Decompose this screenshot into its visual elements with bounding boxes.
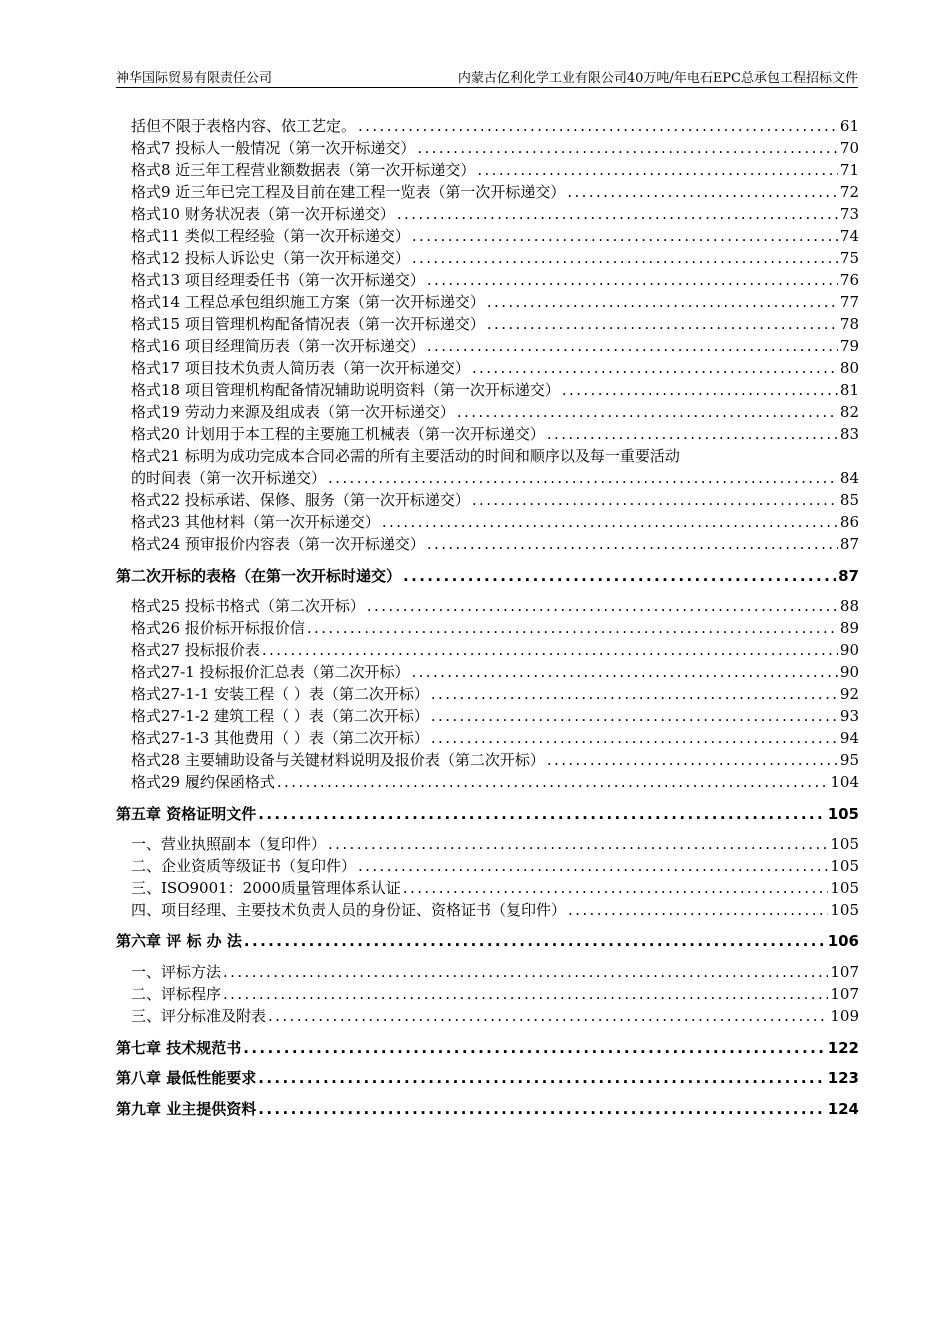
- toc-entry-title: 格式7 投标人一般情况（第一次开标递交）: [131, 139, 416, 157]
- toc-dot-leader: [268, 1007, 828, 1025]
- toc-entry-title: 的时间表（第一次开标递交）: [131, 469, 327, 487]
- header-right-title: 内蒙古亿利化学工业有限公司40万吨/年电石EPC总承包工程招标文件: [457, 71, 858, 86]
- toc-entry[interactable]: [131, 401, 859, 423]
- toc-entry[interactable]: [131, 899, 859, 921]
- toc-dot-leader: [547, 425, 838, 443]
- toc-page-number: 78: [839, 315, 859, 333]
- toc-page-number: 80: [839, 359, 859, 377]
- toc-dot-leader: [412, 227, 838, 245]
- toc-entry[interactable]: [131, 639, 859, 661]
- toc-entry-title: 格式17 项目技术负责人简历表（第一次开标递交）: [131, 359, 470, 377]
- toc-entry[interactable]: [131, 445, 859, 467]
- toc-page-number: 75: [839, 249, 859, 267]
- toc-dot-leader: [262, 641, 838, 659]
- toc-entry[interactable]: [131, 335, 859, 357]
- toc-chapter-entry[interactable]: [116, 565, 859, 587]
- toc-entry[interactable]: [131, 533, 859, 555]
- toc-dot-leader: [417, 139, 838, 157]
- toc-page-number: 82: [839, 403, 859, 421]
- toc-entry-title: 一、评标方法: [131, 963, 222, 981]
- toc-page-number: 90: [839, 641, 859, 659]
- toc-entry-title: 二、评标程序: [131, 985, 222, 1003]
- toc-entry[interactable]: [131, 661, 859, 683]
- toc-dot-leader: [328, 469, 838, 487]
- toc-entry[interactable]: [131, 159, 859, 181]
- toc-dot-leader: [457, 403, 838, 421]
- toc-entry-title: 格式11 类似工程经验（第一次开标递交）: [131, 227, 410, 245]
- toc-page-number: 88: [839, 597, 859, 615]
- toc-dot-leader: [397, 205, 838, 223]
- toc-dot-leader: [427, 337, 838, 355]
- toc-dot-leader: [223, 963, 828, 981]
- toc-entry[interactable]: [131, 749, 859, 771]
- toc-page-number: 124: [827, 1100, 859, 1118]
- toc-entry-title: 格式21 标明为成功完成本合同必需的所有主要活动的时间和顺序以及每一重要活动: [131, 447, 680, 465]
- toc-page-number: 76: [839, 271, 859, 289]
- toc-entry-title: 格式29 履约保函格式: [131, 773, 275, 791]
- toc-page-number: 74: [839, 227, 859, 245]
- toc-entry[interactable]: [131, 291, 859, 313]
- toc-dot-leader: [244, 932, 826, 950]
- toc-dot-leader: [487, 315, 838, 333]
- toc-page-number: 105: [830, 879, 859, 897]
- toc-entry-title: 格式15 项目管理机构配备情况表（第一次开标递交）: [131, 315, 485, 333]
- toc-page-number: 73: [839, 205, 859, 223]
- toc-entry-title: 格式26 报价标开标报价信: [131, 619, 305, 637]
- toc-dot-leader: [472, 359, 838, 377]
- toc-entry-title: 格式25 投标书格式（第二次开标）: [131, 597, 365, 615]
- toc-entry[interactable]: [131, 877, 859, 899]
- toc-page-number: 72: [839, 183, 859, 201]
- toc-entry[interactable]: [131, 511, 859, 533]
- toc-entry-title: 格式24 预审报价内容表（第一次开标递交）: [131, 535, 425, 553]
- toc-page-number: 71: [839, 161, 859, 179]
- toc-entry[interactable]: [131, 727, 859, 749]
- toc-entry-title: 第九章 业主提供资料: [116, 1100, 257, 1118]
- toc-entry-title: 格式18 项目管理机构配备情况辅助说明资料（第一次开标递交）: [131, 381, 560, 399]
- toc-chapter-entry[interactable]: [116, 930, 859, 952]
- toc-entry[interactable]: [131, 181, 859, 203]
- toc-entry[interactable]: [131, 423, 859, 445]
- toc-page-number: 77: [839, 293, 859, 311]
- toc-entry-title: 四、项目经理、主要技术负责人员的身份证、资格证书（复印件）: [131, 901, 567, 919]
- toc-entry[interactable]: [131, 357, 859, 379]
- toc-page-number: 122: [827, 1039, 859, 1057]
- toc-dot-leader: [487, 293, 838, 311]
- toc-entry[interactable]: [131, 983, 859, 1005]
- toc-dot-leader: [382, 513, 838, 531]
- toc-entry-title: 格式28 主要辅助设备与关键材料说明及报价表（第二次开标）: [131, 751, 545, 769]
- toc-entry-title: 三、评分标准及附表: [131, 1007, 267, 1025]
- toc-dot-leader: [403, 567, 836, 585]
- toc-dot-leader: [427, 535, 838, 553]
- toc-entry-title: 格式22 投标承诺、保修、服务（第一次开标递交）: [131, 491, 470, 509]
- toc-entry-title: 格式8 近三年工程营业额数据表（第一次开标递交）: [131, 161, 476, 179]
- toc-entry-title: 格式19 劳动力来源及组成表（第一次开标递交）: [131, 403, 455, 421]
- toc-entry-title: 三、ISO9001：2000质量管理体系认证: [131, 879, 401, 897]
- toc-entry[interactable]: [131, 771, 859, 793]
- toc-entry-title: 二、企业资质等级证书（复印件）: [131, 857, 357, 875]
- toc-entry[interactable]: [131, 705, 859, 727]
- toc-page-number: 85: [839, 491, 859, 509]
- toc-dot-leader: [477, 161, 838, 179]
- toc-entry-title: 第七章 技术规范书: [116, 1039, 242, 1057]
- toc-page-number: 81: [839, 381, 859, 399]
- toc-dot-leader: [567, 183, 838, 201]
- toc-page-number: 105: [830, 901, 859, 919]
- toc-page-number: 86: [839, 513, 859, 531]
- toc-entry-title: 格式27-1 投标报价汇总表（第二次开标）: [131, 663, 410, 681]
- toc-page-number: 92: [839, 685, 859, 703]
- toc-entry[interactable]: [131, 1005, 859, 1027]
- toc-entry-title: 格式27-1-2 建筑工程（ ）表（第二次开标）: [131, 707, 429, 725]
- toc-dot-leader: [411, 663, 837, 681]
- toc-entry-title: 格式14 工程总承包组织施工方案（第一次开标递交）: [131, 293, 485, 311]
- toc-entry-title: 格式27-1-3 其他费用（ ）表（第二次开标）: [131, 729, 429, 747]
- toc-page-number: 105: [827, 805, 859, 823]
- toc-dot-leader: [412, 249, 838, 267]
- toc-page-number: 87: [838, 567, 859, 585]
- toc-dot-leader: [403, 879, 829, 897]
- toc-entry[interactable]: [131, 269, 859, 291]
- toc-dot-leader: [328, 835, 828, 853]
- toc-entry-title: 第五章 资格证明文件: [116, 805, 257, 823]
- toc-entry[interactable]: [131, 379, 859, 401]
- toc-entry-title: 格式20 计划用于本工程的主要施工机械表（第一次开标递交）: [131, 425, 545, 443]
- toc-entry-title: 第六章 评 标 办 法: [116, 932, 242, 950]
- toc-dot-leader: [358, 857, 828, 875]
- toc-entry-title: 括但不限于表格内容、依工艺定。: [131, 117, 357, 135]
- toc-page-number: 105: [830, 857, 859, 875]
- toc-dot-leader: [358, 117, 838, 135]
- toc-dot-leader: [431, 707, 838, 725]
- toc-page-number: 107: [830, 963, 859, 981]
- toc-entry-title: 第八章 最低性能要求: [116, 1069, 257, 1087]
- toc-page-number: 83: [839, 425, 859, 443]
- toc-entry[interactable]: [131, 247, 859, 269]
- toc-chapter-entry[interactable]: [116, 1037, 859, 1059]
- toc-entry[interactable]: [131, 683, 859, 705]
- toc-page-number: 95: [839, 751, 859, 769]
- toc-dot-leader: [427, 271, 838, 289]
- toc-entry[interactable]: [131, 467, 859, 489]
- toc-entry[interactable]: [131, 855, 859, 877]
- toc-entry-title: 格式9 近三年已完工程及目前在建工程一览表（第一次开标递交）: [131, 183, 566, 201]
- toc-entry[interactable]: [131, 313, 859, 335]
- toc-dot-leader: [258, 805, 825, 823]
- toc-entry[interactable]: [131, 137, 859, 159]
- toc-dot-leader: [472, 491, 838, 509]
- toc-page-number: 123: [827, 1069, 859, 1087]
- toc-entry[interactable]: [131, 833, 859, 855]
- toc-dot-leader: [223, 985, 828, 1003]
- toc-dot-leader: [258, 1069, 825, 1087]
- toc-entry-title: 第二次开标的表格（在第一次开标时递交）: [116, 567, 402, 585]
- toc-chapter-entry[interactable]: [116, 1067, 859, 1089]
- toc-entry-title: 格式12 投标人诉讼史（第一次开标递交）: [131, 249, 410, 267]
- toc-page-number: 109: [830, 1007, 859, 1025]
- toc-entry[interactable]: [131, 489, 859, 511]
- header-left-company: 神华国际贸易有限责任公司: [116, 71, 273, 86]
- toc-dot-leader: [367, 597, 838, 615]
- toc-entry-title: 格式10 财务状况表（第一次开标递交）: [131, 205, 395, 223]
- toc-entry-title: 一、营业执照副本（复印件）: [131, 835, 327, 853]
- toc-page-number: 94: [839, 729, 859, 747]
- toc-page-number: 104: [830, 773, 859, 791]
- toc-dot-leader: [431, 729, 838, 747]
- toc-page-number: 87: [839, 535, 859, 553]
- toc-chapter-entry[interactable]: [116, 1098, 859, 1120]
- toc-chapter-entry[interactable]: [116, 803, 859, 825]
- toc-page-number: 84: [839, 469, 859, 487]
- toc-dot-leader: [243, 1039, 825, 1057]
- toc-page-number: 79: [839, 337, 859, 355]
- toc-dot-leader: [258, 1100, 825, 1118]
- toc-dot-leader: [431, 685, 838, 703]
- toc-page-number: 89: [839, 619, 859, 637]
- toc-page-number: 70: [839, 139, 859, 157]
- toc-page-number: 90: [839, 663, 859, 681]
- toc-entry-title: 格式27-1-1 安装工程（ ）表（第二次开标）: [131, 685, 429, 703]
- toc-entry[interactable]: [131, 961, 859, 983]
- toc-entry-title: 格式16 项目经理简历表（第一次开标递交）: [131, 337, 425, 355]
- toc-dot-leader: [568, 901, 828, 919]
- toc-page-number: 93: [839, 707, 859, 725]
- toc-dot-leader: [562, 381, 838, 399]
- toc-dot-leader: [547, 751, 838, 769]
- toc-entry-title: 格式27 投标报价表: [131, 641, 260, 659]
- toc-entry-title: 格式23 其他材料（第一次开标递交）: [131, 513, 380, 531]
- toc-entry[interactable]: [131, 115, 859, 137]
- page-header: [116, 66, 858, 88]
- toc-page-number: 105: [830, 835, 859, 853]
- toc-dot-leader: [307, 619, 838, 637]
- toc-page-number: 107: [830, 985, 859, 1003]
- toc-entry[interactable]: [131, 225, 859, 247]
- toc-dot-leader: [277, 773, 829, 791]
- toc-entry-title: 格式13 项目经理委任书（第一次开标递交）: [131, 271, 425, 289]
- toc-page-number: 106: [827, 932, 859, 950]
- toc-entry[interactable]: [131, 617, 859, 639]
- toc-entry[interactable]: [131, 595, 859, 617]
- toc-page-number: 61: [839, 117, 859, 135]
- toc-entry[interactable]: [131, 203, 859, 225]
